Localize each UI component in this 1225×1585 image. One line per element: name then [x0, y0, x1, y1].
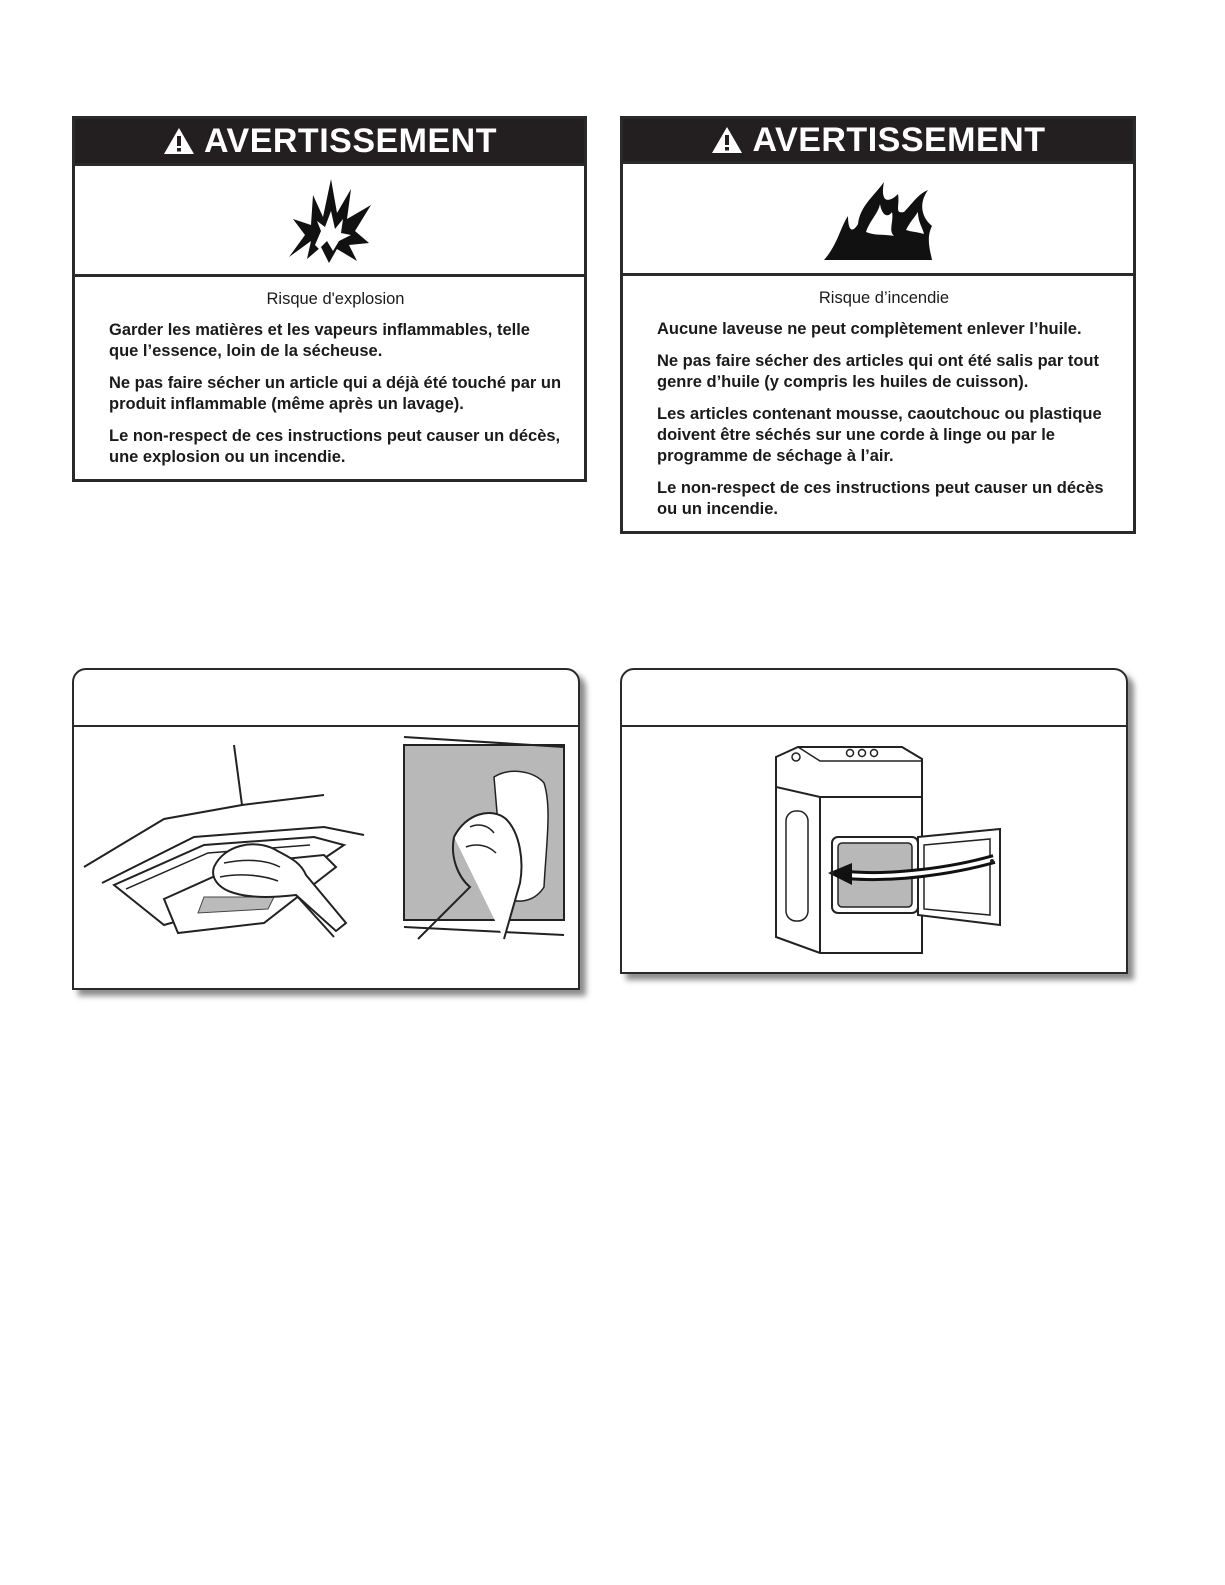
- hazard-title: Risque d’incendie: [818, 289, 950, 307]
- warning-paragraph: Le non-respect de ces instructions peut causer un décès ou un incendie.: [657, 479, 1104, 518]
- hazard-title: Risque d'explosion: [266, 290, 405, 308]
- warning-header: [623, 119, 1133, 164]
- warning-body: [623, 276, 1133, 531]
- warning-symbol-area: [623, 164, 1133, 276]
- warning-header: [75, 119, 584, 166]
- warning-paragraph: Garder les matières et les vapeurs inflammables, telle que l’essence, loin de la sécheuse.: [109, 321, 530, 360]
- warning-header-text: AVERTISSEMENT: [752, 120, 1046, 159]
- fire-warning-box: [620, 116, 1136, 534]
- explosion-warning-box: [72, 116, 587, 482]
- dryer-door-illustration-card: [620, 668, 1128, 974]
- card-header: [622, 670, 1126, 727]
- warning-paragraph: Le non-respect de ces instructions peut causer un décès, une explosion ou un incendie.: [109, 427, 561, 466]
- card-header: [74, 670, 578, 727]
- warning-body: [75, 277, 584, 479]
- warning-header-text: AVERTISSEMENT: [203, 121, 497, 160]
- lint-screen-cleaning-illustration: [74, 727, 578, 990]
- warning-paragraph: Les articles contenant mousse, caoutchouc ou plastique doivent être séchés sur une corde à linge ou par le programme de séchage à l’air.: [657, 405, 1102, 465]
- fire-icon: [818, 174, 938, 264]
- explosion-icon: [285, 175, 375, 265]
- card-body: [74, 727, 578, 988]
- card-body: [622, 727, 1126, 972]
- dryer-door-open-illustration: [622, 727, 1126, 974]
- warning-triangle-icon: [710, 125, 744, 155]
- lint-screen-illustration-card: [72, 668, 580, 990]
- warning-triangle-icon: [162, 126, 196, 156]
- warning-paragraph: Ne pas faire sécher des articles qui ont été salis par tout genre d’huile (y compris les huiles de cuisson).: [657, 352, 1099, 391]
- warning-paragraph: Ne pas faire sécher un article qui a déjà été touché par un produit inflammable (même après un lavage).: [109, 374, 562, 413]
- warning-paragraph: Aucune laveuse ne peut complètement enlever l’huile.: [657, 320, 1082, 338]
- warning-symbol-area: [75, 166, 584, 277]
